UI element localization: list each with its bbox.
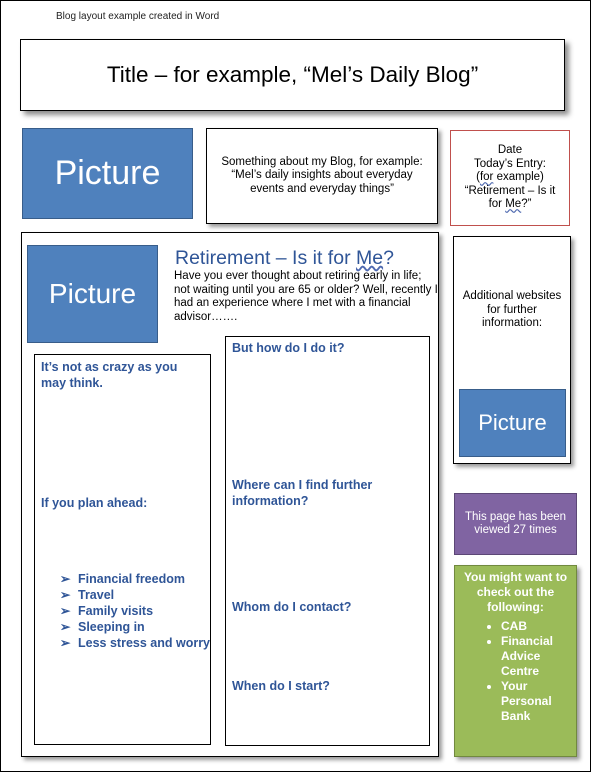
entry-title-line2: for Me?” (488, 198, 532, 211)
date-label: Date (497, 144, 523, 157)
list-item: ➢ Family visits (60, 604, 154, 618)
for-example-note: (for example) (476, 171, 544, 184)
post-title: Retirement – Is it for Me? (175, 247, 394, 269)
question-whom: Whom do I contact? (232, 600, 352, 614)
list-item: • Financial Advice Centre (501, 634, 576, 679)
check-out-box (454, 565, 577, 757)
post-intro-text: Have you ever thought about retiring early in life; not waiting until you are 65 or older? Well, recently I had an experience where I met with a financial advisor……. (174, 270, 438, 323)
question-where: Where can I find further information? (232, 478, 373, 508)
check-out-heading: You might want to check out the following: (463, 570, 568, 614)
list-item: ➢ Less stress and worry (60, 636, 211, 650)
check-out-list (455, 619, 576, 724)
about-quote: “Mel’s daily insights about everyday events and everyday things” (231, 169, 413, 195)
benefits-list (60, 571, 210, 651)
page-view-counter: This page has been viewed 27 times (454, 493, 577, 555)
left-column-box (34, 354, 211, 745)
left-heading-plan-ahead: If you plan ahead: (41, 496, 148, 510)
page-caption: Blog layout example created in Word (56, 11, 220, 22)
left-heading-not-crazy: It’s not as crazy as you may think. (41, 360, 178, 390)
list-item: ➢ Financial freedom (60, 572, 185, 586)
header-picture-placeholder: Picture (22, 128, 193, 219)
entry-title-line1: “Retirement – Is it (464, 184, 556, 197)
list-item: ➢ Sleeping in (60, 620, 145, 634)
question-when: When do I start? (232, 679, 330, 693)
additional-websites-text: Additional websites for further information: (462, 290, 562, 329)
list-item: • CAB (501, 619, 576, 634)
list-item: • Your Personal Bank (501, 679, 576, 724)
about-intro: Something about my Blog, for example: (221, 155, 423, 168)
blog-title-box (20, 39, 565, 111)
date-entry-box (450, 130, 570, 226)
post-picture-placeholder: Picture (27, 245, 158, 343)
about-blog-box (206, 128, 438, 224)
blog-title: Title – for example, “Mel’s Daily Blog” (106, 62, 479, 87)
todays-entry-label: Today’s Entry: (473, 157, 546, 170)
list-item: ➢ Travel (60, 588, 115, 602)
question-how: But how do I do it? (232, 341, 345, 355)
sidebar-picture-placeholder: Picture (459, 389, 566, 457)
